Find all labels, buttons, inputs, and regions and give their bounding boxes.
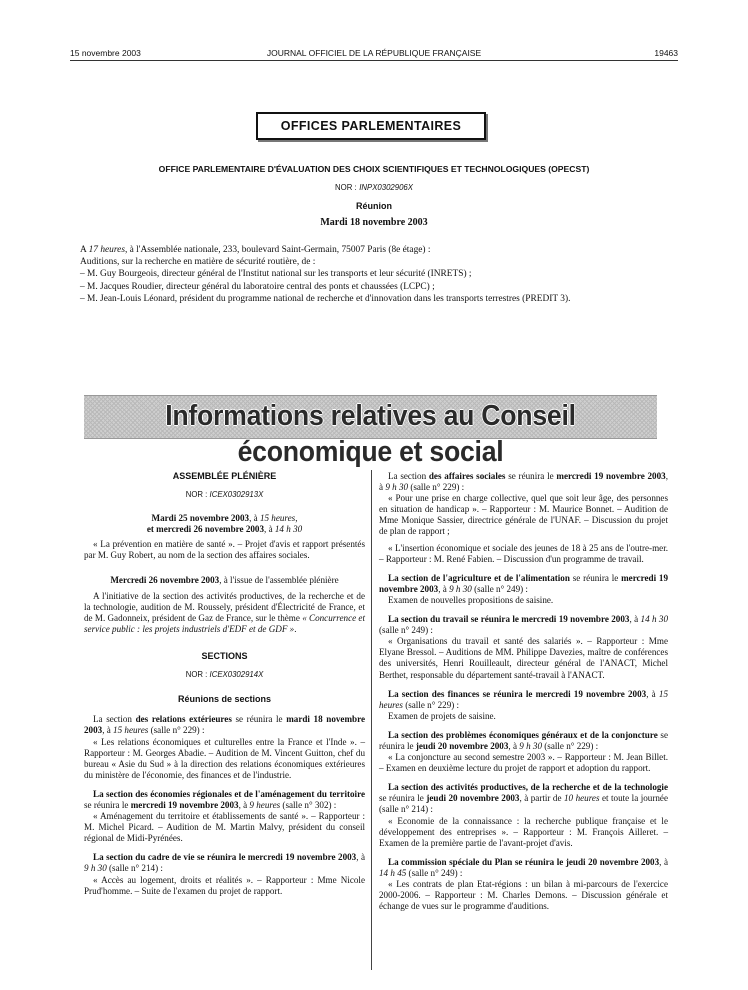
ces-banner-title: Informations relatives au Conseil économique et social [165,400,576,468]
section-heading: La section des finances se réunira le mercredi 19 novembre 2003, à 15 heures (salle n° 229) : [379,688,668,710]
column-divider [371,470,372,970]
reunions-title: Réunions de sections [177,694,272,705]
section-paragraph: « Organisations du travail et santé des salariés ». – Rapporteur : Mme Elyane Bressol. – Auditions de MM. Philippe Davezies, maître de conférences des universités, Henri Rouilleault, directeur général de l'ANACT, Michel Berthet, responsable du département santé-travail à l'ANACT. [379,636,668,680]
initiative-paragraph: A l'initiative de la section des activités productives, de la recherche et de la technologie, audition de M. Roussely, président d'Électricité de France, et de M. Gadonneix, président de Gaz de France, sur le thème « Concurrence et service public : les projets industriels d'EDF et de GDF ». [84,590,366,634]
section-heading: La section des relations extérieures se réunira le mardi 18 novembre 2003, à 15 heures (salle n° 229) : [84,714,365,736]
plenary-dates: Mardi 25 novembre 2003, à 15 heures, et mercredi 26 novembre 2003, à 14 h 30 [146,513,303,535]
section-heading: La section des économies régionales et de l'aménagement du territoire se réunira le mercredi 19 novembre 2003, à 9 heures (salle n° 302) : [84,788,365,810]
ces-banner [84,395,657,468]
meeting-date: Mardi 18 novembre 2003 [320,217,428,228]
nor-line: NOR : ICEX0302913X [185,490,264,500]
left-column [84,471,365,903]
header-page-number: 19463 [654,48,678,58]
section-heading: La section de l'agriculture et de l'alimentation se réunira le mercredi 19 novembre 2003, à 9 h 30 (salle n° 249) : [379,572,668,594]
office-item: – M. Guy Bourgeois, directeur général de l'Institut national sur les transports et leur sécurité (INRETS) ; [80,269,472,280]
section-heading: La commission spéciale du Plan se réunira le jeudi 20 novembre 2003, à 14 h 45 (salle n° 249) : [379,856,668,878]
section-heading: La section des problèmes économiques généraux et de la conjoncture se réunira le jeudi 20 novembre 2003, à 9 h 30 (salle n° 229) : [379,729,668,751]
offices-parlementaires-box: OFFICES PARLEMENTAIRES [256,112,486,140]
prevention-paragraph: « La prévention en matière de santé ». – Projet d'avis et rapport présentés par M. Guy Robert, au nom de la section des affaires sociales. [84,539,365,561]
office-line-1: A 17 heures, à l'Assemblée nationale, 233, boulevard Saint-Germain, 75007 Paris (8e étage) : [80,245,431,255]
right-column [379,471,668,918]
nor-line: NOR : ICEX0302914X [185,670,264,680]
meeting-heading: Réunion [356,201,392,211]
section-paragraph: « L'insertion économique et sociale des jeunes de 18 à 25 ans de l'outre-mer. – Rapporteur : M. René Fabien. – Discussion d'un programme de travail. [379,542,668,564]
header-journal-title: JOURNAL OFFICIEL DE LA RÉPUBLIQUE FRANÇAISE [266,48,482,58]
section-paragraph: « La conjoncture au second semestre 2003 ». – Rapporteur : M. Jean Billet. – Examen en deuxième lecture du projet de rapport et adoption du rapport. [379,752,668,774]
assembly-title: ASSEMBLÉE PLÉNIÈRE [172,471,277,481]
running-header [70,47,678,59]
office-title: OFFICE PARLEMENTAIRE D'ÉVALUATION DES CHOIX SCIENTIFIQUES ET TECHNOLOGIQUES (OPECST) [158,164,590,174]
office-nor [80,182,668,194]
section-paragraph: « Les relations économiques et culturelles entre la France et l'Inde ». – Rapporteur : M. Georges Abadie. – Audition de M. Vincent Guitton, chef du bureau « Asie du Sud » à la direction des relations économiques extérieures du ministère de l'économie, des finances et de l'industrie. [84,736,365,780]
office-body [80,244,670,305]
office-line-2: Auditions, sur la recherche en matière de sécurité routière, de : [80,257,316,268]
section-paragraph: « Economie de la connaissance : la recherche publique française et le développement des entreprises ». – Rapporteur : M. François Ailleret. – Examen de la première partie de l'avant-projet d'avis. [379,815,668,848]
section-heading: La section des activités productives, de la recherche et de la technologie se réunira le jeudi 20 novembre 2003, à partir de 10 heures et toute la journée (salle n° 214) : [379,782,668,815]
section-paragraph: « Pour une prise en charge collective, quel que soit leur âge, des personnes en situation de handicap ». – Rapporteur : M. Maurice Bonnet. – Audition de Mme Monique Sassier, directrice générale de l'UNAF. – Discussion du projet de plan de rapport ; [379,493,668,537]
header-date: 15 novembre 2003 [70,48,141,58]
section-heading: La section du travail se réunira le mercredi 19 novembre 2003, à 14 h 30 (salle n° 249) : [379,614,668,636]
section-paragraph: « Aménagement du territoire et établissements de santé ». – Rapporteur : M. Michel Picard. – Audition de M. Martin Malvy, président du conseil régional de Midi-Pyrénées. [84,811,365,844]
wednesday-line: Mercredi 26 novembre 2003, à l'issue de l'assemblée plénière [110,574,339,585]
section-paragraph: Examen de nouvelles propositions de saisine. [388,594,554,605]
office-item: – M. Jacques Roudier, directeur général du laboratoire central des ponts et chaussées (LCPC) ; [80,281,435,292]
section-heading: La section des affaires sociales se réunira le mercredi 19 novembre 2003, à 9 h 30 (salle n° 229) : [379,471,668,493]
section-paragraph: « Les contrats de plan Etat-régions : un bilan à mi-parcours de l'exercice 2000-2006. – Rapporteur : M. Charles Demons. – Discussion générale et échange de vues sur le programme d'auditions. [379,879,668,912]
section-paragraph: « Accès au logement, droits et réalités ». – Rapporteur : Mme Nicole Prud'homme. – Suite de l'examen du projet de rapport. [84,874,365,896]
nor-label: NOR : [335,183,357,192]
section-heading: La section du cadre de vie se réunira le mercredi 19 novembre 2003, à 9 h 30 (salle n° 214) : [84,852,365,874]
office-item: – M. Jean-Louis Léonard, président du programme national de recherche et d'innovation dans les transports terrestres (PREDIT 3). [80,293,571,304]
nor-code: INPX0302906X [359,183,413,192]
section-paragraph: Examen de projets de saisine. [388,710,496,721]
sections-title: SECTIONS [201,651,248,662]
header-rule [70,60,678,61]
